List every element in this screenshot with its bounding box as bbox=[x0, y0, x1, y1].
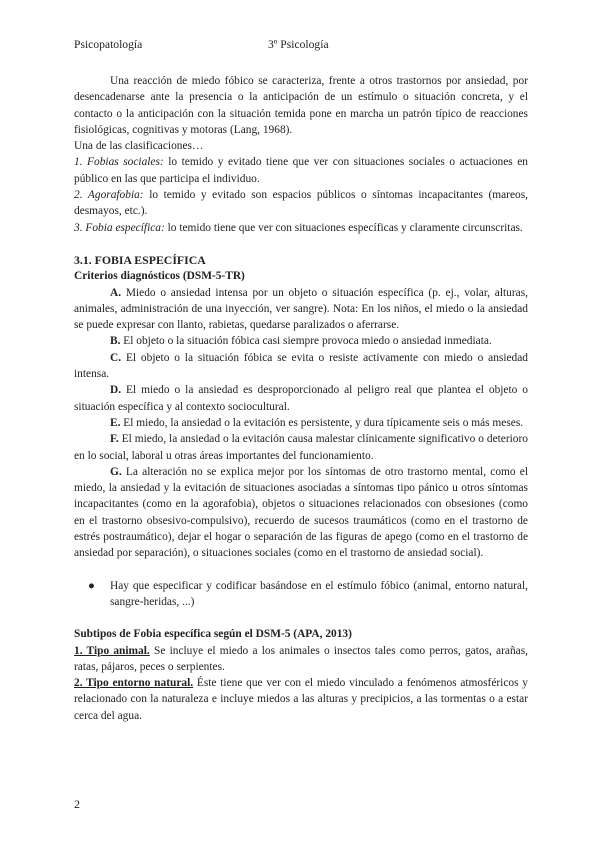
criterion-f bbox=[74, 431, 528, 464]
criterion-a bbox=[74, 285, 528, 334]
criterion-g bbox=[74, 464, 528, 562]
criterion-letter: C. bbox=[110, 351, 122, 364]
classification-agoraphobia bbox=[74, 187, 528, 220]
criterion-b bbox=[74, 333, 528, 349]
criterion-d bbox=[74, 382, 528, 415]
criterion-text: El objeto o la situación fóbica casi siempre provoca miedo o ansiedad inmediata. bbox=[120, 335, 492, 348]
bullet-dot-icon: ● bbox=[88, 579, 95, 592]
criterion-text: El miedo, la ansiedad o la evitación es persistente, y dura típicamente seis o más meses. bbox=[120, 416, 524, 429]
criterion-text: Miedo o ansiedad intensa por un objeto o situación específica (p. ej., volar, alturas, animales, administración de una inyección, ver sangre). Nota: En los niños, el miedo o la ansiedad se puede expresar con llanto, rabietas, quedarse paralizados o aferrarse. bbox=[74, 286, 528, 332]
criterion-e bbox=[74, 415, 528, 431]
criterion-text: El miedo, la ansiedad o la evitación causa malestar clínicamente significativo o deterioro en lo social, laboral u otras áreas importantes del funcionamiento. bbox=[74, 433, 528, 462]
criterion-letter: F. bbox=[110, 433, 119, 446]
document-body bbox=[74, 73, 528, 724]
criterion-letter: B. bbox=[110, 335, 121, 348]
subtype-animal bbox=[74, 643, 528, 676]
classification-text: lo temido y evitado tiene que ver con situaciones sociales o actuaciones en público en las que participa el individuo. bbox=[74, 156, 528, 185]
criterion-letter: A. bbox=[110, 286, 122, 299]
criterion-letter: G. bbox=[110, 465, 122, 478]
criterion-text: El objeto o la situación fóbica se evita o resiste activamente con miedo o ansiedad intensa. bbox=[74, 351, 528, 381]
bullet-text: Hay que especificar y codificar basándose en el estímulo fóbico (animal, entorno natural, sangre-heridas, ...) bbox=[110, 579, 528, 608]
header-course: 3º Psicología bbox=[268, 38, 329, 51]
classification-label: 3. Fobia específica: bbox=[74, 221, 165, 234]
criterion-letter: E. bbox=[110, 416, 121, 429]
subtypes-title: Subtipos de Fobia específica según el DSM-5 (APA, 2013) bbox=[74, 628, 352, 641]
classifications-title: Una de las clasificaciones… bbox=[74, 140, 204, 153]
criteria-title: Criterios diagnósticos (DSM-5-TR) bbox=[74, 270, 245, 283]
classification-label: 2. Agorafobia: bbox=[74, 189, 144, 202]
classification-social bbox=[74, 154, 528, 187]
subtype-text: Éste tiene que ver con el miedo vinculado a fenómenos atmosféricos y relacionado con la naturaleza e incluye miedos a las alturas y precipicios, a las tormentas o a estar cerca del agua. bbox=[74, 677, 528, 722]
subtype-label: 1. Tipo animal. bbox=[74, 644, 150, 657]
subtype-natural bbox=[74, 675, 528, 724]
criterion-letter: D. bbox=[110, 384, 122, 397]
section-title: 3.1. FOBIA ESPECÍFICA bbox=[74, 252, 206, 267]
classification-label: 1. Fobias sociales: bbox=[74, 156, 164, 169]
header-subject: Psicopatología bbox=[74, 38, 143, 51]
bullet-item bbox=[74, 578, 528, 611]
criterion-c bbox=[74, 350, 528, 383]
classification-specific bbox=[74, 220, 528, 236]
subtype-text: Se incluye el miedo a los animales o insectos tales como perros, gatos, arañas, ratas, pájaros, peces o serpientes. bbox=[74, 644, 528, 673]
classification-text: lo temido y evitado son espacios públicos o síntomas incapacitantes (mareos, desmayos, etc.). bbox=[74, 189, 528, 218]
subtype-label: 2. Tipo entorno natural. bbox=[74, 677, 194, 690]
criterion-text: El miedo o la ansiedad es desproporcionado al peligro real que plantea el objeto o situación específica y al contexto sociocultural. bbox=[74, 384, 528, 413]
classification-text: lo temido tiene que ver con situaciones específicas y claramente circunscritas. bbox=[164, 221, 523, 234]
criterion-text: La alteración no se explica mejor por los síntomas de otro trastorno mental, como el miedo, la ansiedad y la evitación de situaciones asociadas a síntomas tipo pánico u otros síntomas incapacitantes (como en la agorafobia), objetos o situaciones relacionados con obsesiones (como en el trastorno obsesivo-compulsivo), recuerdo de sucesos traumáticos (como en el trastorno de estrés postraumático), dejar el hogar o separación de las figuras de apego (como en el trastorno de ansiedad por separación), o situaciones sociales (como en el trastorno de ansiedad social). bbox=[74, 465, 528, 560]
intro-paragraph: Una reacción de miedo fóbico se caracteriza, frente a otros trastornos por ansiedad, por desencadenarse ante la presencia o la anticipación de un estímulo o situación concreta, y el contacto o la anticipación con la situación temida pone en marcha un patrón típico de reacciones fisiológicas, cognitivas y motoras (Lang, 1968). bbox=[74, 75, 528, 136]
page-number: 2 bbox=[74, 797, 80, 811]
